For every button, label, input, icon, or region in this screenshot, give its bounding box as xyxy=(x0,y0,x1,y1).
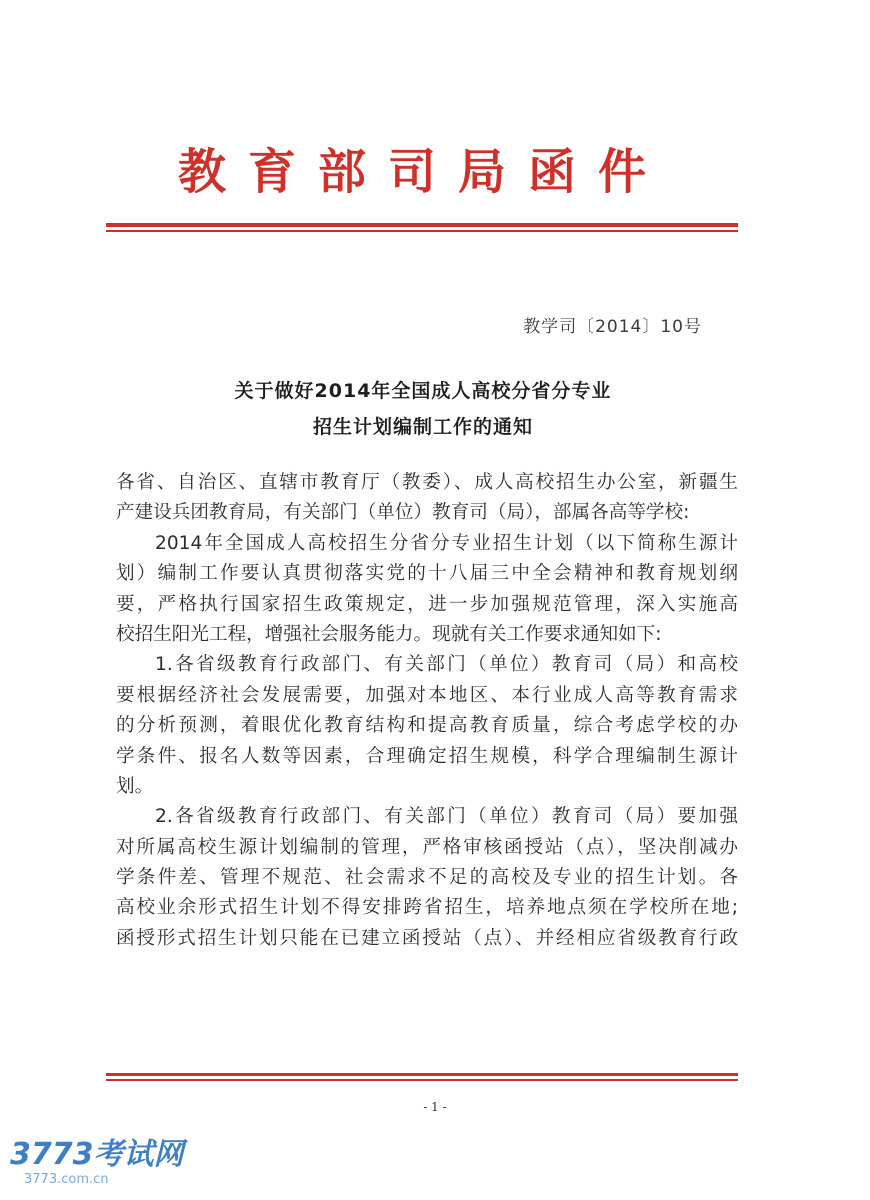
body-text-line: 对所属高校生源计划编制的管理，严格审核函授站（点），坚决削减办 xyxy=(116,836,738,858)
body-text-line: 学条件、报名人数等因素，合理确定招生规模，科学合理编制生源计 xyxy=(116,745,738,767)
body-text-line: 划）编制工作要认真贯彻落实党的十八届三中全会精神和教育规划纲 xyxy=(116,563,738,585)
masthead-rule-thick xyxy=(106,223,738,227)
footer-rule-thick xyxy=(106,1073,738,1076)
body-text-line: 高校业余形式招生计划不得安排跨省招生，培养地点须在学校所在地; xyxy=(116,897,738,919)
body-text-line: 2014年全国成人高校招生分省分专业招生计划（以下简称生源计 xyxy=(155,532,738,554)
body-text-line: 学条件差、管理不规范、社会需求不足的高校及专业的招生计划。各 xyxy=(116,867,738,889)
footer-rule-thin xyxy=(106,1079,738,1081)
body-text-line: 校招生阳光工程，增强社会服务能力。现就有关工作要求通知如下: xyxy=(116,623,662,645)
document-title-line-2: 招生计划编制工作的通知 xyxy=(312,416,533,438)
body-text-line: 产建设兵团教育局，有关部门（单位）教育司（局），部属各高等学校: xyxy=(116,502,690,524)
body-text-line: 划。 xyxy=(116,775,154,797)
watermark-main-text: 3773考试网 xyxy=(10,1137,184,1172)
body-text-line: 的分析预测，着眼优化教育结构和提高教育质量，综合考虑学校的办 xyxy=(116,715,738,737)
body-text-line: 各省、自治区、直辖市教育厅（教委）、成人高校招生办公室，新疆生 xyxy=(116,472,738,493)
document-title-line-1: 关于做好2014年全国成人高校分省分专业 xyxy=(234,380,612,402)
body-text-line: 要，严格执行国家招生政策规定，进一步加强规范管理，深入实施高 xyxy=(116,593,738,615)
body-text-line: 函授形式招生计划只能在已建立函授站（点）、并经相应省级教育行政 xyxy=(116,927,738,949)
body-text-line: 2.各省级教育行政部门、有关部门（单位）教育司（局）要加强 xyxy=(155,806,738,828)
body-text-line: 要根据经济社会发展需要，加强对本地区、本行业成人高等教育需求 xyxy=(116,684,738,706)
masthead-rule-thin xyxy=(106,230,738,232)
document-body xyxy=(116,468,738,954)
site-watermark-logo xyxy=(10,1138,190,1194)
page-number: - 1 - xyxy=(423,1100,447,1114)
masthead-title: 教育部司局函件 xyxy=(177,144,668,200)
watermark-url-text: 3773.com.cn xyxy=(24,1172,109,1187)
body-text-line: 1.各省级教育行政部门、有关部门（单位）教育司（局）和高校 xyxy=(155,654,738,676)
document-number: 教学司〔2014〕10号 xyxy=(523,317,702,337)
